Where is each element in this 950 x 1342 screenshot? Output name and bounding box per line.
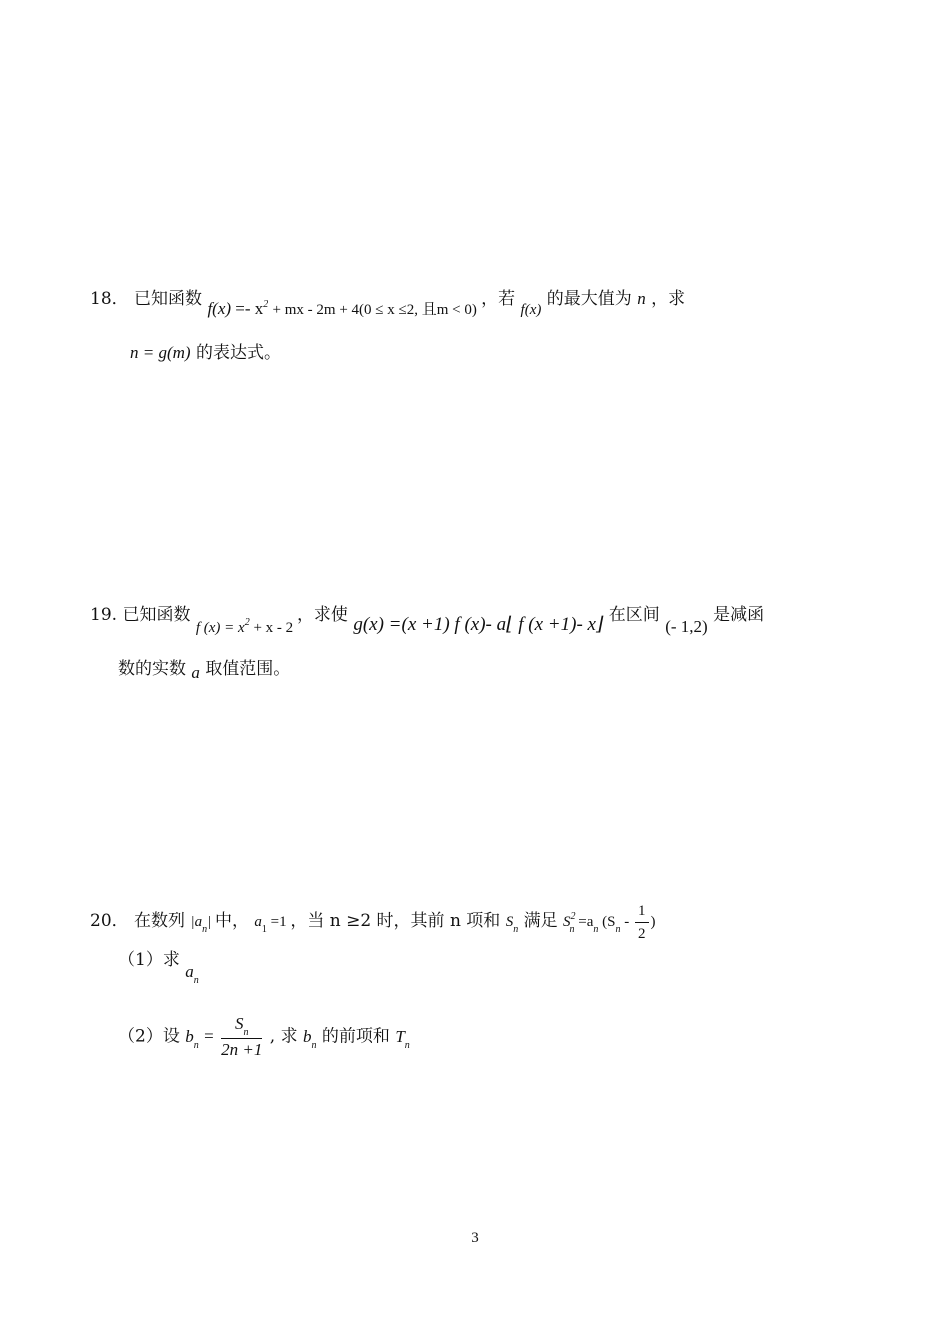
b-n: [185, 1026, 199, 1051]
sequence-notation: [190, 913, 215, 935]
math-term: f (x) = x: [195, 620, 245, 636]
problem-text: 的最大值为: [546, 289, 632, 309]
problem-text: ，若: [481, 289, 516, 309]
variable-n: n: [637, 289, 646, 308]
problem-number: 19.: [90, 605, 118, 625]
math-term: -: [624, 913, 630, 930]
math-interval: (- 1,2): [665, 617, 708, 636]
superscript: 2: [570, 910, 576, 922]
problem-text: 在区间: [608, 605, 660, 625]
fraction-numerator: [221, 1013, 262, 1039]
fraction: [635, 900, 649, 945]
problem-text: 的表达式。: [195, 343, 281, 363]
problem-text: 中，: [214, 910, 249, 931]
problem-20-part-1: [118, 948, 199, 986]
math-term: T: [395, 1026, 405, 1046]
problem-text: 满足: [523, 910, 558, 931]
problem-number: 20．: [90, 910, 129, 931]
subscript: n: [593, 923, 599, 935]
a-n: [185, 962, 199, 986]
problem-19-line-2: [118, 657, 290, 681]
subscript: 1: [261, 923, 267, 935]
part-label: （2）设: [118, 1026, 180, 1047]
math-term: S: [563, 913, 571, 930]
math-term: b: [303, 1026, 312, 1046]
fraction-denominator: 2n +1: [221, 1040, 263, 1059]
problem-number: 18．: [90, 289, 129, 309]
subscript: n: [569, 923, 575, 935]
math-term: b: [185, 1026, 194, 1046]
math-term: + mx - 2m + 4(0 ≤ x ≤2, 且m < 0): [272, 302, 477, 318]
s-n: [505, 913, 519, 935]
b-n: [303, 1026, 317, 1051]
problem-text: ，求使: [296, 605, 348, 625]
problem-text: 已知函数: [122, 605, 191, 625]
math-expression: g(x) =(x +1) f (x)- a⌊ f (x +1)- x⌋: [353, 614, 604, 635]
a1-expression: [254, 913, 290, 935]
problem-text: 在数列: [134, 910, 186, 931]
math-term: =1: [266, 913, 287, 930]
subscript: n: [202, 923, 208, 935]
problem-text: 数的实数: [118, 659, 186, 679]
problem-20-line-1: [90, 900, 656, 945]
math-term: |: [207, 913, 212, 930]
problem-20-part-2: [118, 1013, 410, 1061]
subscript: n: [404, 1039, 410, 1051]
equation: [563, 903, 656, 942]
problem-text: ，当 n ≥2 时，其前 n 项和: [290, 910, 501, 931]
math-term: =: [204, 1026, 214, 1046]
math-expression: n = g(m): [130, 343, 191, 362]
math-term: + x - 2: [253, 620, 294, 636]
t-n: [395, 1026, 410, 1051]
variable-a: a: [191, 663, 200, 682]
math-term: ): [650, 913, 656, 930]
math-term: a: [254, 913, 262, 930]
math-term: =a: [578, 913, 594, 930]
fraction-numerator: 1: [635, 900, 649, 923]
function-f: f(x): [207, 299, 232, 318]
subscript: n: [513, 923, 519, 935]
math-term: =- x: [235, 299, 264, 318]
math-term: (S: [602, 913, 616, 930]
fraction-denominator: 2: [638, 926, 646, 942]
math-term: S: [235, 1014, 244, 1033]
problem-text: 是减函: [713, 605, 765, 625]
math-term: S: [505, 913, 514, 930]
problem-text: 的前项和: [321, 1026, 390, 1047]
superscript: 2: [263, 299, 269, 310]
problem-text: , 求: [269, 1026, 298, 1047]
problem-text: 取值范围。: [205, 659, 291, 679]
problem-18-line-1: [90, 287, 686, 318]
math-expression: [195, 617, 297, 636]
math-term: a: [185, 962, 194, 981]
subscript: n: [193, 1039, 199, 1051]
subscript: n: [193, 975, 199, 986]
superscript: 2: [244, 617, 250, 628]
problem-19-line-1: [90, 603, 765, 636]
problem-text: 已知函数: [134, 289, 203, 309]
problem-text: ，求: [651, 289, 686, 309]
problem-18-line-2: [130, 341, 281, 365]
part-label: （1）求: [118, 950, 180, 970]
math-expression: [207, 299, 481, 318]
math-term: |a: [190, 913, 203, 930]
page-number: 3: [471, 1230, 479, 1246]
function-f: f(x): [520, 302, 542, 318]
subscript: n: [615, 923, 621, 935]
fraction: [221, 1013, 262, 1061]
subscript: n: [311, 1039, 317, 1051]
subscript: n: [243, 1027, 249, 1038]
